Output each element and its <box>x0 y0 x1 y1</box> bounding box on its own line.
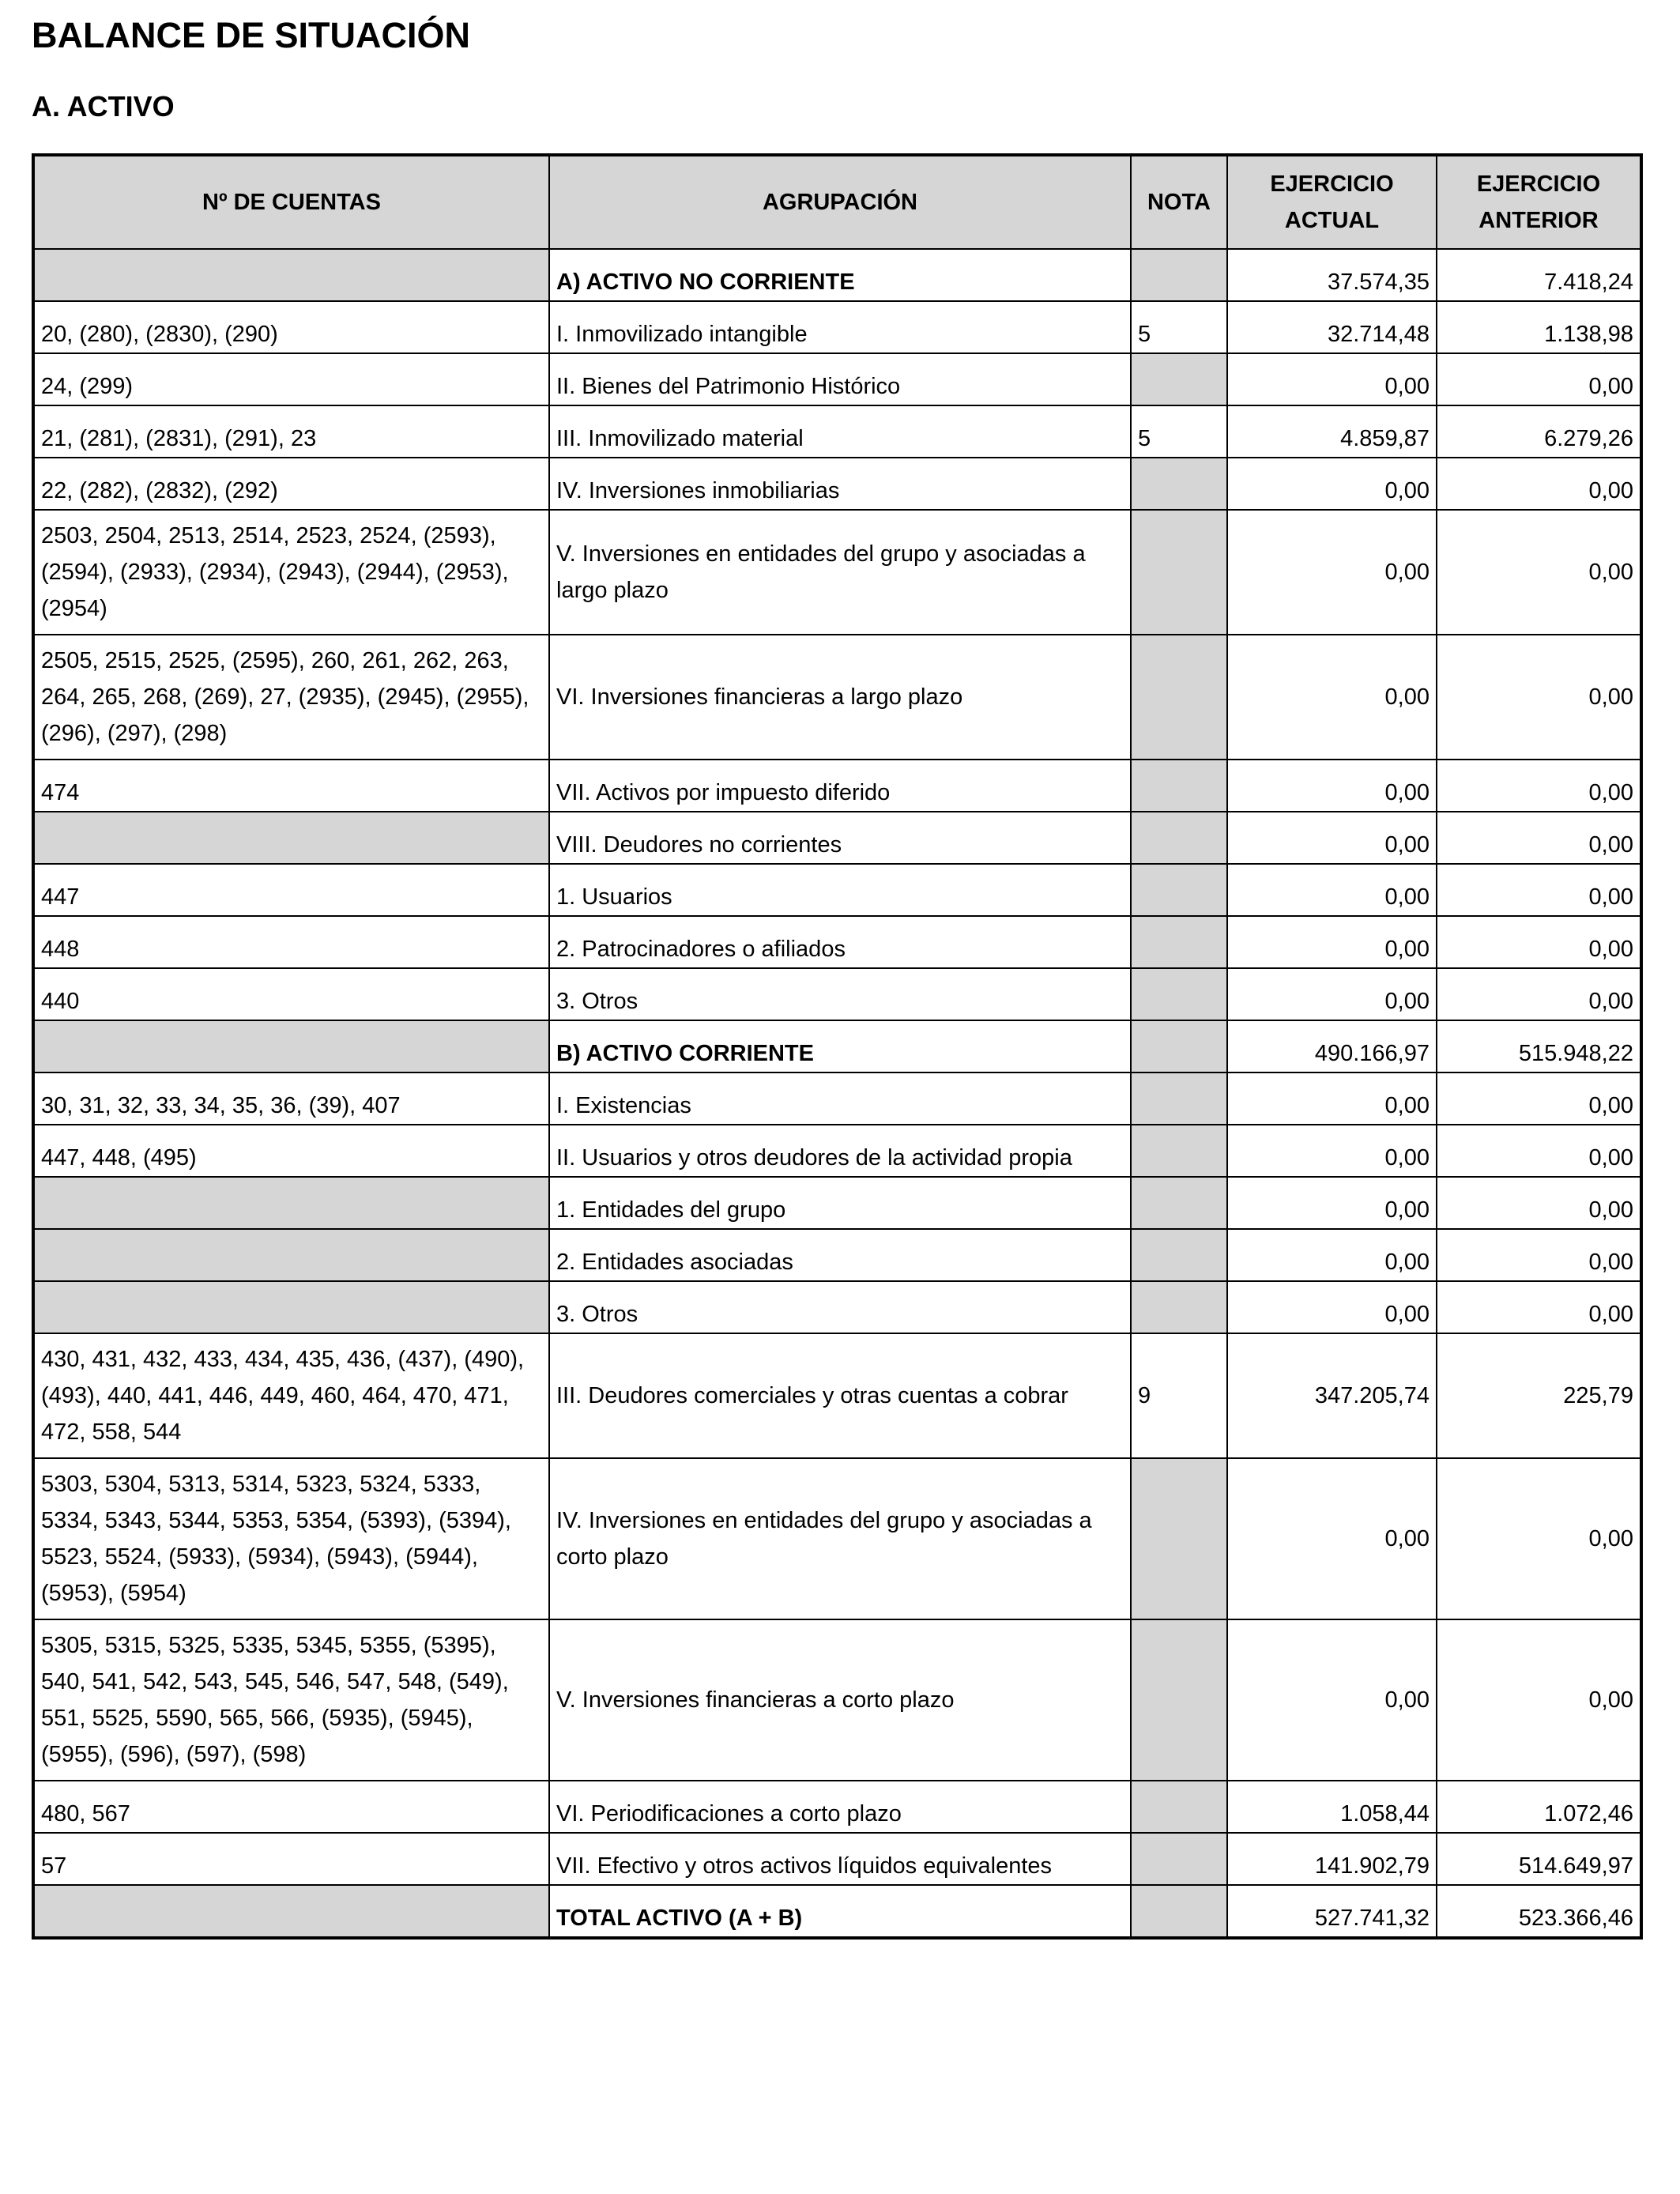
cell-anterior: 0,00 <box>1437 1229 1641 1281</box>
cell-agrupacion: VII. Activos por impuesto diferido <box>549 760 1131 812</box>
cell-cuentas: 57 <box>33 1833 549 1885</box>
cell-cuentas <box>33 1229 549 1281</box>
table-row <box>33 1125 1641 1177</box>
table-header-row <box>33 155 1641 249</box>
cell-actual: 0,00 <box>1227 353 1437 405</box>
cell-anterior: 0,00 <box>1437 916 1641 968</box>
cell-actual: 37.574,35 <box>1227 249 1437 301</box>
table-row <box>33 812 1641 864</box>
cell-anterior: 0,00 <box>1437 458 1641 510</box>
cell-actual: 1.058,44 <box>1227 1781 1437 1833</box>
section-subtitle: A. ACTIVO <box>32 90 175 123</box>
cell-agrupacion: II. Bienes del Patrimonio Histórico <box>549 353 1131 405</box>
table-row <box>33 1619 1641 1781</box>
cell-agrupacion: VI. Periodificaciones a corto plazo <box>549 1781 1131 1833</box>
header-agrupacion: AGRUPACIÓN <box>549 155 1131 249</box>
cell-actual: 0,00 <box>1227 1125 1437 1177</box>
cell-nota <box>1131 864 1227 916</box>
header-cuentas: Nº DE CUENTAS <box>33 155 549 249</box>
table-row <box>33 968 1641 1020</box>
cell-nota <box>1131 968 1227 1020</box>
cell-agrupacion: 3. Otros <box>549 1281 1131 1333</box>
cell-actual: 0,00 <box>1227 812 1437 864</box>
cell-agrupacion: IV. Inversiones en entidades del grupo y asociadas a corto plazo <box>549 1458 1131 1619</box>
table-row <box>33 1885 1641 1938</box>
cell-nota <box>1131 812 1227 864</box>
cell-cuentas: 22, (282), (2832), (292) <box>33 458 549 510</box>
cell-anterior: 0,00 <box>1437 510 1641 635</box>
cell-anterior: 523.366,46 <box>1437 1885 1641 1938</box>
cell-nota <box>1131 1458 1227 1619</box>
cell-cuentas: 448 <box>33 916 549 968</box>
cell-agrupacion: A) ACTIVO NO CORRIENTE <box>549 249 1131 301</box>
page-title: BALANCE DE SITUACIÓN <box>32 15 471 55</box>
cell-actual: 32.714,48 <box>1227 301 1437 353</box>
cell-actual: 0,00 <box>1227 760 1437 812</box>
cell-agrupacion: V. Inversiones financieras a corto plazo <box>549 1619 1131 1781</box>
table-row <box>33 405 1641 458</box>
header-nota: NOTA <box>1131 155 1227 249</box>
cell-nota <box>1131 1781 1227 1833</box>
cell-cuentas <box>33 1885 549 1938</box>
cell-agrupacion: TOTAL ACTIVO (A + B) <box>549 1885 1131 1938</box>
table-row <box>33 353 1641 405</box>
cell-anterior: 0,00 <box>1437 864 1641 916</box>
cell-cuentas: 5305, 5315, 5325, 5335, 5345, 5355, (5395), 540, 541, 542, 543, 545, 546, 547, 548, (549), 551, 5525, 5590, 565, 566, (5935), (5945), (5955), (596), (597), (598) <box>33 1619 549 1781</box>
table-row <box>33 1072 1641 1125</box>
cell-agrupacion: VII. Efectivo y otros activos líquidos equivalentes <box>549 1833 1131 1885</box>
cell-anterior: 7.418,24 <box>1437 249 1641 301</box>
table-row <box>33 301 1641 353</box>
cell-nota <box>1131 1125 1227 1177</box>
cell-actual: 0,00 <box>1227 1177 1437 1229</box>
cell-anterior: 0,00 <box>1437 1619 1641 1781</box>
cell-actual: 0,00 <box>1227 1072 1437 1125</box>
table-row <box>33 1458 1641 1619</box>
table-row <box>33 1281 1641 1333</box>
table-row <box>33 760 1641 812</box>
cell-anterior: 6.279,26 <box>1437 405 1641 458</box>
table-row <box>33 1781 1641 1833</box>
cell-agrupacion: 2. Patrocinadores o afiliados <box>549 916 1131 968</box>
cell-agrupacion: III. Deudores comerciales y otras cuentas a cobrar <box>549 1333 1131 1458</box>
cell-anterior: 0,00 <box>1437 353 1641 405</box>
cell-anterior: 0,00 <box>1437 635 1641 760</box>
cell-cuentas: 5303, 5304, 5313, 5314, 5323, 5324, 5333, 5334, 5343, 5344, 5353, 5354, (5393), (5394), 5523, 5524, (5933), (5934), (5943), (5944), (5953), (5954) <box>33 1458 549 1619</box>
cell-agrupacion: V. Inversiones en entidades del grupo y asociadas a largo plazo <box>549 510 1131 635</box>
cell-agrupacion: II. Usuarios y otros deudores de la actividad propia <box>549 1125 1131 1177</box>
cell-anterior: 1.072,46 <box>1437 1781 1641 1833</box>
cell-nota <box>1131 1619 1227 1781</box>
cell-agrupacion: III. Inmovilizado material <box>549 405 1131 458</box>
cell-cuentas: 21, (281), (2831), (291), 23 <box>33 405 549 458</box>
cell-nota <box>1131 353 1227 405</box>
table-row <box>33 1020 1641 1072</box>
balance-table <box>32 153 1643 1940</box>
cell-nota <box>1131 760 1227 812</box>
table-row <box>33 1333 1641 1458</box>
cell-actual: 0,00 <box>1227 510 1437 635</box>
cell-actual: 0,00 <box>1227 968 1437 1020</box>
cell-nota <box>1131 1177 1227 1229</box>
cell-agrupacion: VI. Inversiones financieras a largo plazo <box>549 635 1131 760</box>
cell-nota <box>1131 249 1227 301</box>
cell-agrupacion: I. Existencias <box>549 1072 1131 1125</box>
cell-agrupacion: B) ACTIVO CORRIENTE <box>549 1020 1131 1072</box>
cell-actual: 0,00 <box>1227 1281 1437 1333</box>
cell-cuentas: 30, 31, 32, 33, 34, 35, 36, (39), 407 <box>33 1072 549 1125</box>
table-row <box>33 1229 1641 1281</box>
table-row <box>33 510 1641 635</box>
cell-nota <box>1131 1885 1227 1938</box>
cell-cuentas: 447 <box>33 864 549 916</box>
cell-actual: 0,00 <box>1227 1619 1437 1781</box>
cell-nota <box>1131 635 1227 760</box>
header-anterior-line1: EJERCICIO <box>1476 172 1601 197</box>
cell-anterior: 225,79 <box>1437 1333 1641 1458</box>
cell-cuentas: 430, 431, 432, 433, 434, 435, 436, (437), (490), (493), 440, 441, 446, 449, 460, 464, 470, 471, 472, 558, 544 <box>33 1333 549 1458</box>
cell-nota <box>1131 916 1227 968</box>
cell-cuentas <box>33 1177 549 1229</box>
cell-anterior: 514.649,97 <box>1437 1833 1641 1885</box>
cell-nota <box>1131 458 1227 510</box>
cell-cuentas: 2503, 2504, 2513, 2514, 2523, 2524, (2593), (2594), (2933), (2934), (2943), (2944), (2953), (2954) <box>33 510 549 635</box>
cell-cuentas <box>33 812 549 864</box>
cell-anterior: 0,00 <box>1437 1177 1641 1229</box>
cell-agrupacion: VIII. Deudores no corrientes <box>549 812 1131 864</box>
cell-cuentas: 474 <box>33 760 549 812</box>
cell-nota <box>1131 510 1227 635</box>
cell-cuentas <box>33 1020 549 1072</box>
cell-anterior: 0,00 <box>1437 1458 1641 1619</box>
cell-cuentas: 20, (280), (2830), (290) <box>33 301 549 353</box>
cell-actual: 347.205,74 <box>1227 1333 1437 1458</box>
cell-actual: 4.859,87 <box>1227 405 1437 458</box>
cell-nota <box>1131 1281 1227 1333</box>
header-actual-line2: ACTUAL <box>1284 208 1380 233</box>
table-row <box>33 864 1641 916</box>
cell-actual: 0,00 <box>1227 864 1437 916</box>
cell-anterior: 515.948,22 <box>1437 1020 1641 1072</box>
cell-nota: 5 <box>1131 301 1227 353</box>
cell-anterior: 0,00 <box>1437 1072 1641 1125</box>
cell-actual: 0,00 <box>1227 1458 1437 1619</box>
table-row <box>33 916 1641 968</box>
cell-cuentas: 480, 567 <box>33 1781 549 1833</box>
cell-cuentas: 24, (299) <box>33 353 549 405</box>
header-ejercicio-anterior <box>1437 155 1641 249</box>
cell-nota <box>1131 1072 1227 1125</box>
cell-actual: 141.902,79 <box>1227 1833 1437 1885</box>
cell-actual: 0,00 <box>1227 1229 1437 1281</box>
cell-cuentas: 447, 448, (495) <box>33 1125 549 1177</box>
cell-agrupacion: 3. Otros <box>549 968 1131 1020</box>
cell-actual: 490.166,97 <box>1227 1020 1437 1072</box>
cell-nota: 9 <box>1131 1333 1227 1458</box>
cell-cuentas <box>33 249 549 301</box>
table-row <box>33 1177 1641 1229</box>
cell-nota <box>1131 1229 1227 1281</box>
table-row <box>33 249 1641 301</box>
cell-actual: 0,00 <box>1227 458 1437 510</box>
cell-anterior: 0,00 <box>1437 812 1641 864</box>
cell-anterior: 0,00 <box>1437 1281 1641 1333</box>
cell-actual: 527.741,32 <box>1227 1885 1437 1938</box>
cell-actual: 0,00 <box>1227 635 1437 760</box>
cell-nota <box>1131 1833 1227 1885</box>
cell-anterior: 0,00 <box>1437 968 1641 1020</box>
cell-cuentas: 2505, 2515, 2525, (2595), 260, 261, 262, 263, 264, 265, 268, (269), 27, (2935), (2945), (2955), (296), (297), (298) <box>33 635 549 760</box>
cell-nota <box>1131 1020 1227 1072</box>
cell-cuentas <box>33 1281 549 1333</box>
cell-agrupacion: 2. Entidades asociadas <box>549 1229 1131 1281</box>
header-anterior-line2: ANTERIOR <box>1478 208 1599 233</box>
header-ejercicio-actual <box>1227 155 1437 249</box>
cell-agrupacion: I. Inmovilizado intangible <box>549 301 1131 353</box>
cell-anterior: 1.138,98 <box>1437 301 1641 353</box>
cell-agrupacion: IV. Inversiones inmobiliarias <box>549 458 1131 510</box>
cell-cuentas: 440 <box>33 968 549 1020</box>
header-actual-line1: EJERCICIO <box>1270 172 1394 197</box>
cell-anterior: 0,00 <box>1437 760 1641 812</box>
cell-agrupacion: 1. Usuarios <box>549 864 1131 916</box>
table-row <box>33 1833 1641 1885</box>
cell-anterior: 0,00 <box>1437 1125 1641 1177</box>
cell-agrupacion: 1. Entidades del grupo <box>549 1177 1131 1229</box>
cell-nota: 5 <box>1131 405 1227 458</box>
cell-actual: 0,00 <box>1227 916 1437 968</box>
table-row <box>33 635 1641 760</box>
table-row <box>33 458 1641 510</box>
